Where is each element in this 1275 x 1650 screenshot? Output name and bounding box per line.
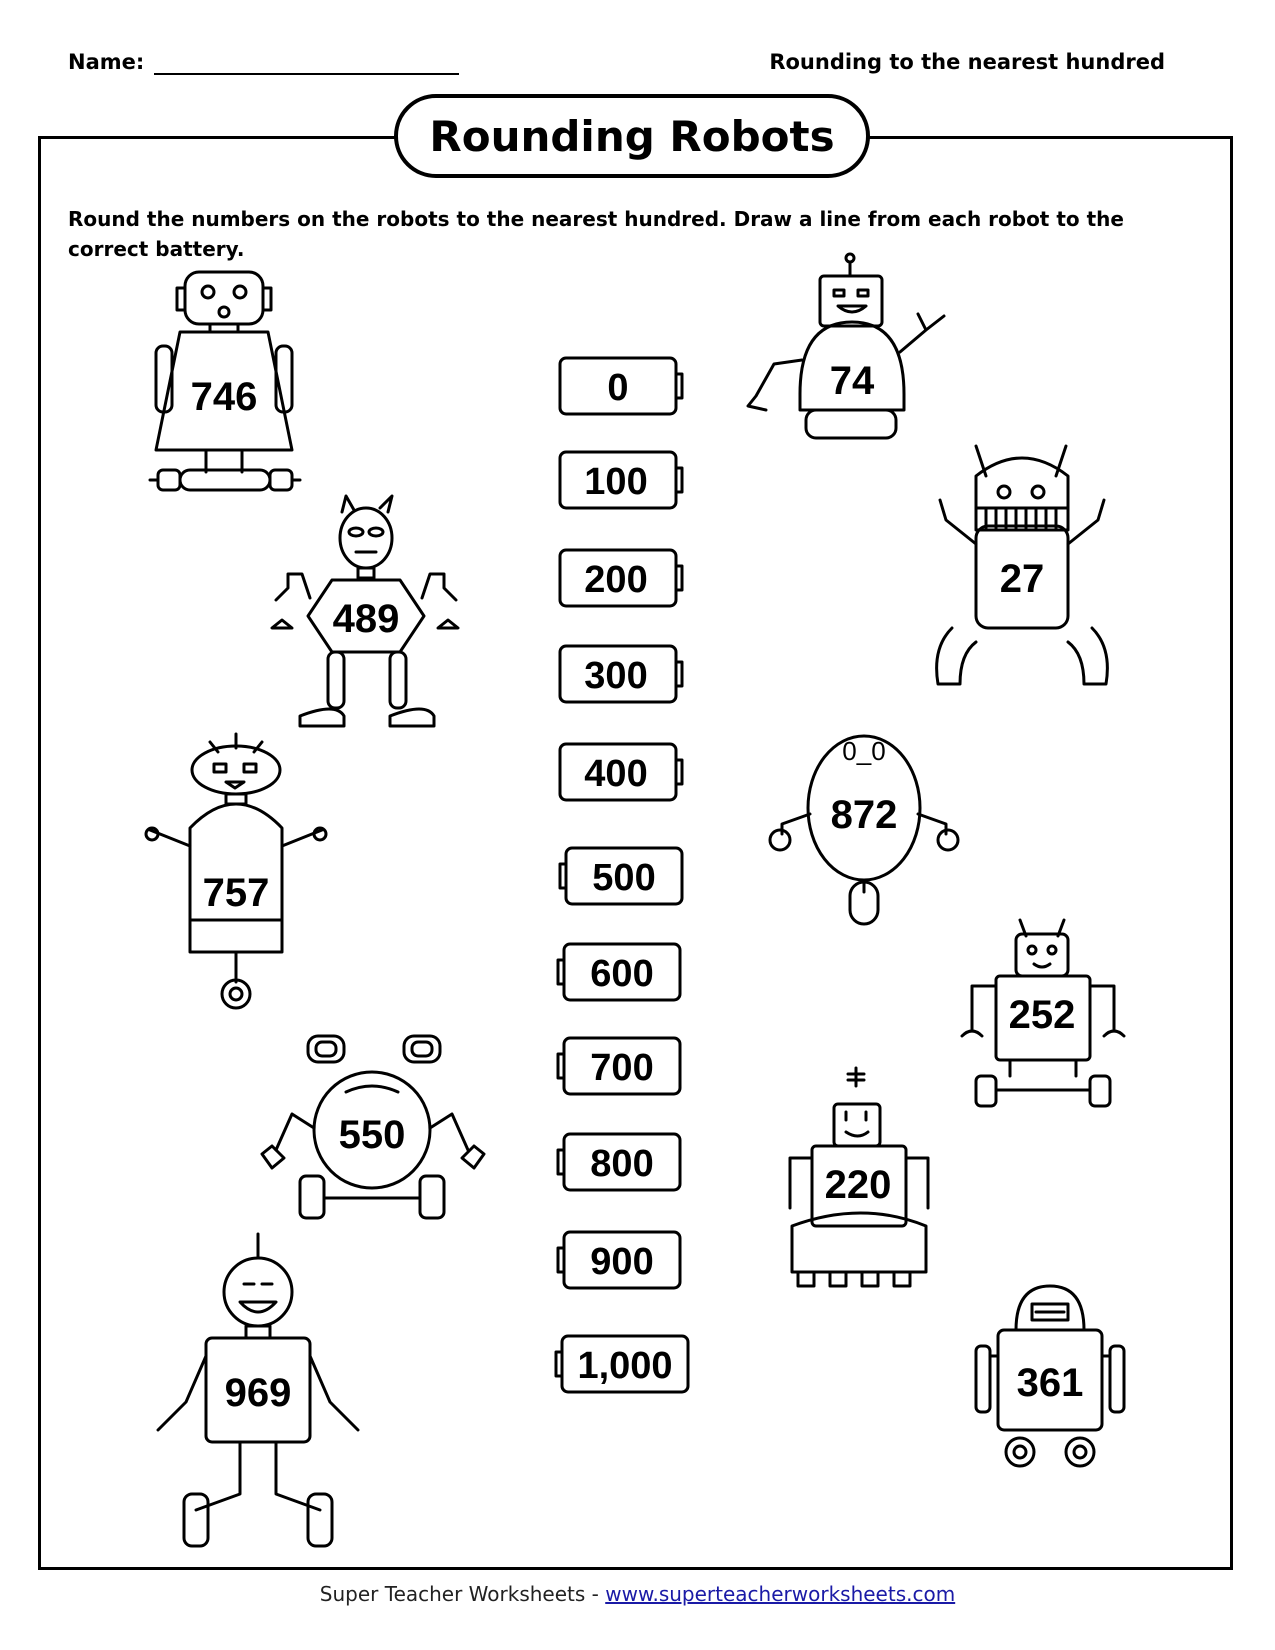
battery-label: 600 bbox=[590, 953, 654, 995]
battery-600[interactable] bbox=[558, 944, 680, 1000]
robot-number: 550 bbox=[338, 1113, 406, 1157]
footer-prefix: Super Teacher Worksheets - bbox=[319, 1582, 606, 1606]
battery-label: 700 bbox=[590, 1047, 654, 1089]
worksheet-topic: Rounding to the nearest hundred bbox=[769, 50, 1165, 74]
name-label-text: Name: bbox=[68, 50, 145, 74]
battery-200[interactable] bbox=[560, 550, 682, 606]
battery-400[interactable] bbox=[560, 744, 682, 800]
robot-number: 872 bbox=[830, 793, 898, 837]
battery-label: 400 bbox=[584, 753, 648, 795]
instructions-text: Round the numbers on the robots to the nearest hundred. Draw a line from each robot to the correct battery. bbox=[68, 207, 1124, 261]
battery-label: 800 bbox=[590, 1143, 654, 1185]
battery-label: 0 bbox=[607, 367, 629, 409]
battery-label: 500 bbox=[592, 857, 656, 899]
robot-757[interactable] bbox=[146, 734, 326, 1008]
robot-number: 757 bbox=[202, 871, 270, 915]
battery-800[interactable] bbox=[558, 1134, 680, 1190]
battery-label: 300 bbox=[584, 655, 648, 697]
robot-number: 27 bbox=[999, 557, 1045, 601]
battery-label: 100 bbox=[584, 461, 648, 503]
battery-1000[interactable] bbox=[556, 1336, 688, 1392]
robot-number: 252 bbox=[1008, 993, 1076, 1037]
robot-number: 361 bbox=[1016, 1361, 1084, 1405]
robot-361[interactable] bbox=[976, 1286, 1124, 1466]
footer bbox=[0, 1582, 1275, 1606]
robot-969[interactable] bbox=[158, 1234, 358, 1546]
battery-500[interactable] bbox=[560, 848, 682, 904]
robot-number: 220 bbox=[824, 1163, 892, 1207]
robot-number: 969 bbox=[224, 1371, 292, 1415]
battery-label: 900 bbox=[590, 1241, 654, 1283]
worksheet-title: Rounding Robots bbox=[394, 94, 870, 178]
robot-74[interactable] bbox=[748, 254, 944, 438]
robot-220[interactable] bbox=[790, 1068, 928, 1286]
robot-number: 746 bbox=[190, 375, 258, 419]
robot-27[interactable] bbox=[937, 446, 1108, 684]
battery-0[interactable] bbox=[560, 358, 682, 414]
robot-252[interactable] bbox=[962, 920, 1124, 1106]
robot-number: 489 bbox=[332, 597, 400, 641]
robot-489[interactable] bbox=[272, 496, 458, 726]
robot-746[interactable] bbox=[150, 272, 300, 490]
footer-link[interactable]: www.superteacherworksheets.com bbox=[605, 1582, 956, 1606]
svg-text:0_0: 0_0 bbox=[842, 736, 886, 766]
battery-label: 1,000 bbox=[577, 1345, 673, 1387]
battery-label: 200 bbox=[584, 559, 648, 601]
robot-number: 74 bbox=[829, 359, 875, 403]
battery-100[interactable] bbox=[560, 452, 682, 508]
battery-900[interactable] bbox=[558, 1232, 680, 1288]
robot-872[interactable] bbox=[770, 736, 958, 924]
robot-550[interactable] bbox=[262, 1036, 484, 1218]
battery-700[interactable] bbox=[558, 1038, 680, 1094]
battery-300[interactable] bbox=[560, 646, 682, 702]
